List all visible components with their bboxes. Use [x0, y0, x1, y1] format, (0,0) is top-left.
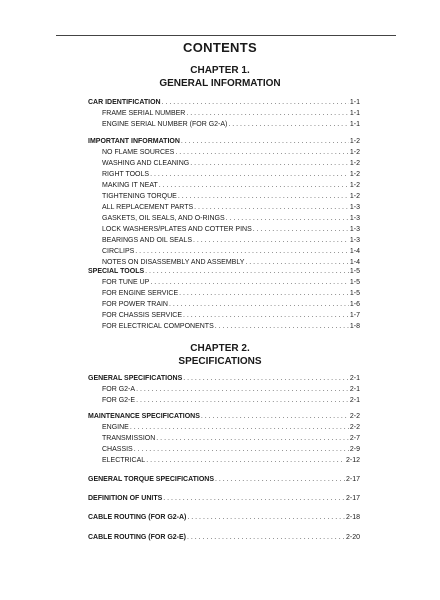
- toc-entry-label: FOR G2-A: [102, 386, 136, 393]
- dot-leader: [187, 533, 345, 543]
- dot-leader: [136, 396, 349, 406]
- toc-entry-label: DEFINITION OF UNITS: [88, 495, 163, 502]
- toc-page-number: 1-5: [349, 268, 360, 275]
- toc-subentry: [102, 148, 360, 158]
- dot-leader: [162, 98, 349, 108]
- toc-entry-label: FOR CHASSIS SERVICE: [102, 312, 183, 319]
- toc-section-entry: [88, 267, 360, 277]
- dot-leader: [194, 203, 349, 213]
- toc-section-entry: [88, 494, 360, 504]
- toc-subentry: [102, 396, 360, 406]
- toc-page-number: 1-2: [349, 193, 360, 200]
- toc-section-entry: [88, 137, 360, 147]
- toc-entry-label: MAINTENANCE SPECIFICATIONS: [88, 413, 200, 420]
- toc-page-number: 2-9: [349, 446, 360, 453]
- toc-page-number: 2-18: [345, 514, 360, 521]
- toc-section-entry: [88, 513, 360, 523]
- toc-entry-label: FOR POWER TRAIN: [102, 301, 168, 308]
- chapter-name: GENERAL INFORMATION: [159, 78, 281, 89]
- toc-entry-label: FOR ELECTRICAL COMPONENTS: [102, 323, 214, 330]
- toc-subentry: [102, 203, 360, 213]
- toc-entry-label: MAKING IT NEAT: [102, 182, 158, 189]
- toc-page-number: 2-2: [349, 413, 360, 420]
- toc-entry-label: WASHING AND CLEANING: [102, 160, 190, 167]
- toc-entry-label: GASKETS, OIL SEALS, AND O-RINGS: [102, 215, 225, 222]
- toc-page-number: 2-1: [349, 386, 360, 393]
- toc-page-number: 2-20: [345, 534, 360, 541]
- toc-page-number: 2-17: [345, 495, 360, 502]
- toc-section-entry: [88, 98, 360, 108]
- dot-leader: [193, 236, 349, 246]
- toc-subentry: [102, 434, 360, 444]
- toc-subentry: [102, 289, 360, 299]
- toc-subentry: [102, 214, 360, 224]
- dot-leader: [183, 311, 349, 321]
- toc-page-number: 2-17: [345, 476, 360, 483]
- toc-subentry: [102, 311, 360, 321]
- toc-entry-label: GENERAL TORQUE SPECIFICATIONS: [88, 476, 215, 483]
- dot-leader: [178, 192, 349, 202]
- toc-entry-label: RIGHT TOOLS: [102, 171, 150, 178]
- toc-entry-label: FOR ENGINE SERVICE: [102, 290, 179, 297]
- dot-leader: [150, 278, 349, 288]
- toc-subentry: [102, 159, 360, 169]
- dot-leader: [156, 434, 349, 444]
- toc-section-entry: [88, 475, 360, 485]
- dot-leader: [228, 120, 349, 130]
- toc-page-number: 1-5: [349, 279, 360, 286]
- toc-subentry: [102, 456, 360, 466]
- toc-subentry: [102, 170, 360, 180]
- toc-entry-label: BEARINGS AND OIL SEALS: [102, 237, 192, 244]
- toc-page-number: 1-1: [349, 110, 360, 117]
- toc-subentry: [102, 225, 360, 235]
- dot-leader: [150, 170, 349, 180]
- chapter-name: SPECIFICATIONS: [178, 356, 262, 367]
- toc-page-number: 1-1: [349, 99, 360, 106]
- toc-subentry: [102, 247, 360, 257]
- page-title: CONTENTS: [183, 40, 257, 55]
- toc-page-number: 1-3: [349, 204, 360, 211]
- dot-leader: [130, 423, 349, 433]
- dot-leader: [187, 513, 345, 523]
- dot-leader: [190, 159, 349, 169]
- dot-leader: [201, 412, 349, 422]
- toc-entry-label: CABLE ROUTING (FOR G2-E): [88, 534, 186, 541]
- toc-section-entry: [88, 412, 360, 422]
- toc-page-number: 2-1: [349, 397, 360, 404]
- toc-entry-label: TRANSMISSION: [102, 435, 156, 442]
- toc-entry-label: FOR TUNE UP: [102, 279, 150, 286]
- toc-page-number: 1-3: [349, 226, 360, 233]
- toc-page-number: 1-3: [349, 215, 360, 222]
- toc-page-number: 2-1: [349, 375, 360, 382]
- toc-subentry: [102, 300, 360, 310]
- toc-entry-label: IMPORTANT INFORMATION: [88, 138, 180, 145]
- toc-subentry: [102, 109, 360, 119]
- toc-subentry: [102, 423, 360, 433]
- dot-leader: [135, 247, 349, 257]
- toc-entry-label: ELECTRICAL: [102, 457, 146, 464]
- dot-leader: [163, 494, 345, 504]
- toc-entry-label: CIRCLIPS: [102, 248, 135, 255]
- dot-leader: [175, 148, 349, 158]
- chapter-number: CHAPTER 1.: [190, 65, 250, 76]
- dot-leader: [146, 456, 345, 466]
- dot-leader: [181, 137, 349, 147]
- toc-page-number: 2-2: [349, 424, 360, 431]
- toc-subentry: [102, 322, 360, 332]
- toc-entry-label: ENGINE: [102, 424, 129, 431]
- dot-leader: [159, 181, 349, 191]
- dot-leader: [134, 445, 349, 455]
- toc-entry-label: ENGINE SERIAL NUMBER (FOR G2-A): [102, 121, 228, 128]
- toc-page-number: 1-1: [349, 121, 360, 128]
- toc-entry-label: CABLE ROUTING (FOR G2-A): [88, 514, 187, 521]
- toc-subentry: [102, 192, 360, 202]
- toc-section-entry: [88, 374, 360, 384]
- toc-subentry: [102, 445, 360, 455]
- toc-subentry: [102, 181, 360, 191]
- toc-entry-label: CHASSIS: [102, 446, 133, 453]
- dot-leader: [253, 225, 349, 235]
- toc-subentry: [102, 236, 360, 246]
- dot-leader: [183, 374, 349, 384]
- dot-leader: [145, 267, 349, 277]
- toc-page-number: 1-8: [349, 323, 360, 330]
- toc-page-number: 1-7: [349, 312, 360, 319]
- toc-entry-label: GENERAL SPECIFICATIONS: [88, 375, 183, 382]
- toc-page-number: 1-2: [349, 149, 360, 156]
- dot-leader: [136, 385, 349, 395]
- toc-page-number: 2-12: [345, 457, 360, 464]
- toc-subentry: [102, 278, 360, 288]
- toc-page-number: 1-5: [349, 290, 360, 297]
- toc-page-number: 1-2: [349, 138, 360, 145]
- dot-leader: [186, 109, 349, 119]
- dot-leader: [215, 322, 349, 332]
- toc-entry-label: NOTES ON DISASSEMBLY AND ASSEMBLY: [102, 259, 245, 266]
- toc-entry-label: SPECIAL TOOLS: [88, 268, 145, 275]
- toc-entry-label: FRAME SERIAL NUMBER: [102, 110, 186, 117]
- toc-page-number: 2-7: [349, 435, 360, 442]
- toc-page-number: 1-4: [349, 248, 360, 255]
- toc-page-number: 1-4: [349, 259, 360, 266]
- toc-page-number: 1-3: [349, 237, 360, 244]
- toc-entry-label: TIGHTENING TORQUE: [102, 193, 177, 200]
- toc-page-number: 1-2: [349, 160, 360, 167]
- chapter-number: CHAPTER 2.: [190, 343, 250, 354]
- toc-subentry: [102, 385, 360, 395]
- toc-section-entry: [88, 533, 360, 543]
- toc-page-number: 1-2: [349, 182, 360, 189]
- toc-entry-label: CAR IDENTIFICATION: [88, 99, 161, 106]
- toc-subentry: [102, 120, 360, 130]
- dot-leader: [179, 289, 349, 299]
- toc-entry-label: FOR G2-E: [102, 397, 136, 404]
- dot-leader: [226, 214, 349, 224]
- toc-entry-label: NO FLAME SOURCES: [102, 149, 175, 156]
- dot-leader: [169, 300, 349, 310]
- toc-page-number: 1-2: [349, 171, 360, 178]
- toc-page-number: 1-6: [349, 301, 360, 308]
- toc-entry-label: LOCK WASHERS/PLATES AND COTTER PINS: [102, 226, 252, 233]
- dot-leader: [215, 475, 345, 485]
- toc-entry-label: ALL REPLACEMENT PARTS: [102, 204, 194, 211]
